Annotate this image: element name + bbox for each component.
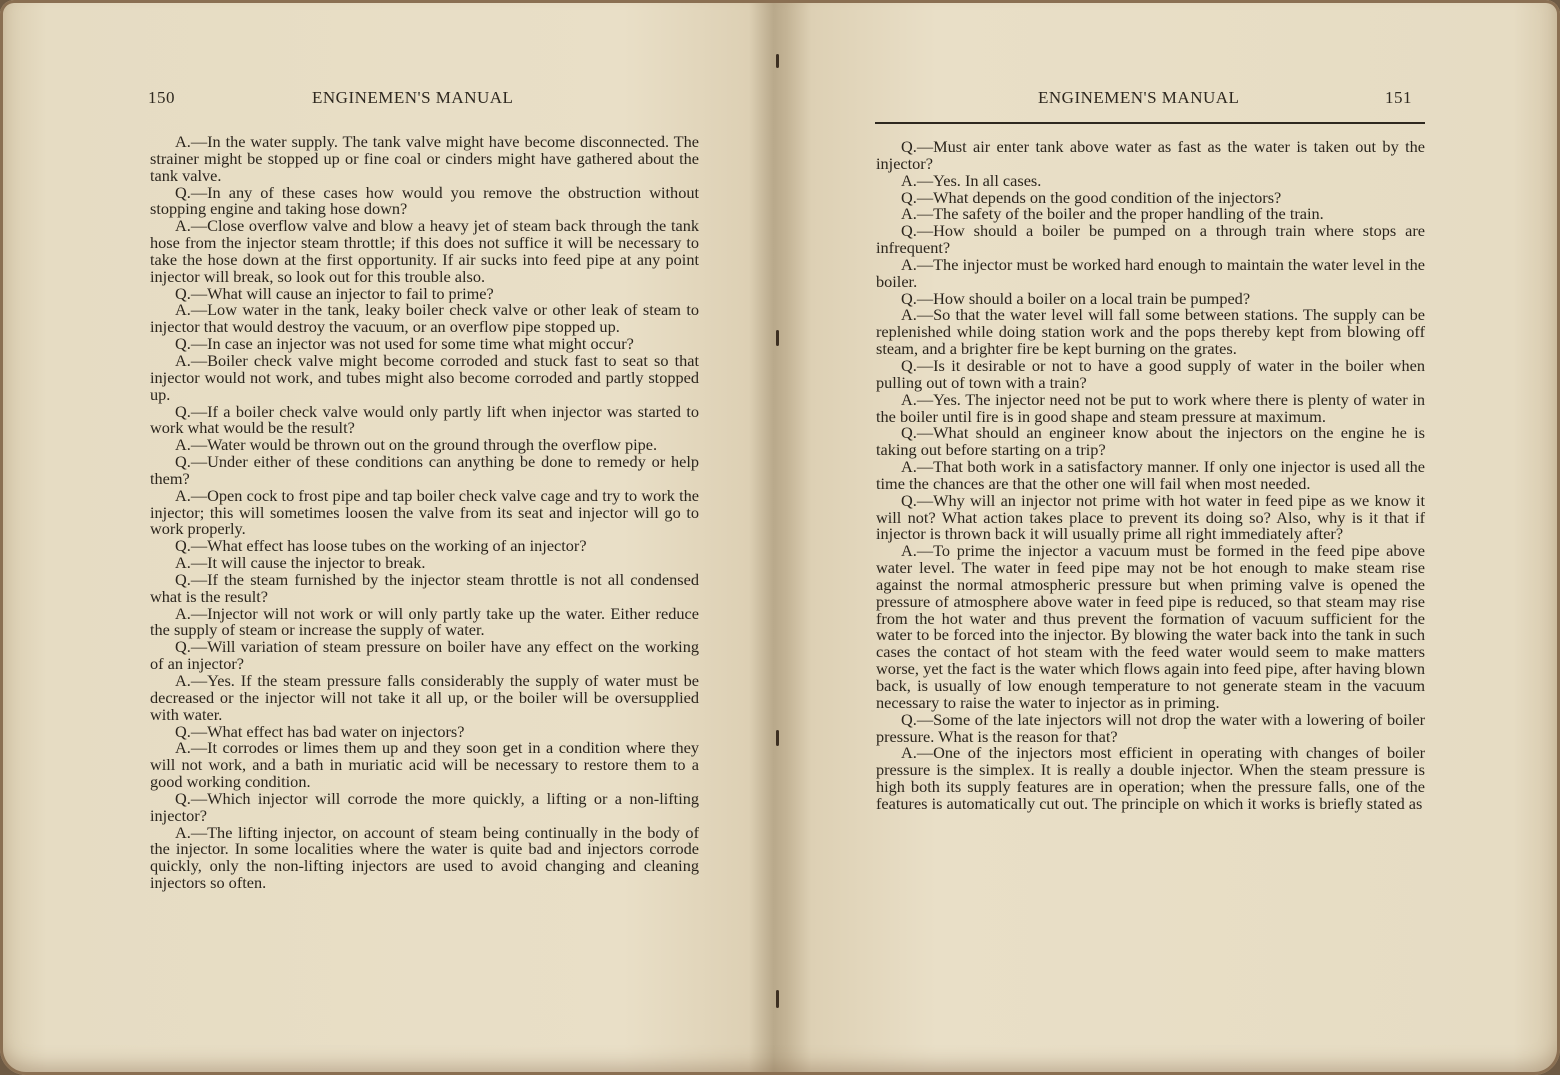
question-paragraph: Q.—If a boiler check valve would only partly lift when injector was started to work what would be the result? [150,401,699,438]
answer-paragraph: A.—That both work in a satisfactory manner. If only one injector is used all the time the chances are that the other one will fail when most needed. [876,457,1425,493]
answer-paragraph: A.—Boiler check valve might become corroded and stuck fast to seat so that injector would not work, and tubes might also become corroded and partly stopped up. [150,350,699,404]
question-paragraph: Q.—How should a boiler be pumped on a through train where stops are infrequent? [876,221,1425,258]
question-paragraph: Q.—If the steam furnished by the injector steam throttle is not all condensed what is the result? [150,569,699,606]
question-paragraph: Q.—In any of these cases how would you remove the obstruction without stopping engine and taking hose down? [150,182,699,219]
answer-paragraph: A.—The safety of the boiler and the proper handling of the train. [901,204,1324,224]
question-paragraph: Q.—What effect has bad water on injectors? [175,721,465,741]
question-paragraph: Q.—In case an injector was not used for some time what might occur? [175,334,634,354]
answer-paragraph: A.—In the water supply. The tank valve might have become disconnected. The strainer might be stopped up or fine coal or cinders might have gathered about the tank valve. [150,132,699,185]
answer-paragraph: A.—It will cause the injector to break. [175,553,426,573]
question-paragraph: Q.—What effect has loose tubes on the working of an injector? [175,536,587,556]
question-paragraph: Q.—Under either of these conditions can anything be done to remedy or help them? [150,452,699,488]
question-paragraph: Q.—Why will an injector not prime with hot water in feed pipe as we know it will not? What action takes place to prevent its doing so? Also, why is it that if injector is thrown back it will usually prime all right immediately after? [876,490,1425,544]
answer-paragraph: A.—Low water in the tank, leaky boiler check valve or other leak of steam to injector that would destroy the vacuum, or an overflow pipe stopped up. [150,300,699,337]
answer-paragraph: A.—Close overflow valve and blow a heavy jet of steam back through the tank hose from the injector steam throttle; if this does not suffice it will be necessary to take the hose down at the first opportunity. If air sucks into feed pipe at any point injector will break, so look out for this trouble also. [150,216,699,286]
answer-paragraph: A.—Yes. If the steam pressure falls considerably the supply of water must be decreased or the injector will not take it all up, or the boiler will be oversupplied with water. [150,671,699,724]
answer-paragraph: A.—It corrodes or limes them up and they soon get in a condition where they will not work, and a bath in muriatic acid will be necessary to restore them to a good working condition. [150,738,699,792]
answer-paragraph: A.—The injector must be worked hard enough to maintain the water level in the boiler. [876,254,1425,291]
question-paragraph: Q.—Is it desirable or not to have a good supply of water in the boiler when pulling out of town with a train? [876,355,1425,392]
question-paragraph: Q.—How should a boiler on a local train be pumped? [901,288,1251,308]
page-number: 151 [1385,88,1412,107]
answer-paragraph: A.—Yes. In all cases. [901,170,1042,190]
page-body [876,139,1425,813]
answer-paragraph: A.—Water would be thrown out on the ground through the overflow pipe. [175,435,658,455]
header-rule [875,122,1425,124]
running-head: ENGINEMEN'S MANUAL [1038,88,1240,107]
question-paragraph: Q.—Some of the late injectors will not drop the water with a lowering of boiler pressure. What is the reason for that? [876,709,1425,746]
question-paragraph: Q.—Which injector will corrode the more quickly, a lifting or a non-lifting injector? [150,788,699,825]
answer-paragraph: A.—Injector will not work or will only partly take up the water. Either reduce the supply of steam or increase the supply of water. [150,603,699,640]
page-number: 150 [148,88,175,107]
question-paragraph: Q.—What depends on the good condition of the injectors? [901,187,1282,207]
answer-paragraph: A.—The lifting injector, on account of steam being continually in the body of the injector. In some localities where the water is quite bad and injectors corrode quickly, only the non-lifting injectors are used to avoid changing and cleaning injectors so often. [150,822,699,893]
question-paragraph: Q.—What will cause an injector to fail to prime? [175,283,494,303]
question-paragraph: Q.—Will variation of steam pressure on boiler have any effect on the working of an injector? [150,637,699,674]
answer-paragraph: A.—Yes. The injector need not be put to work where there is plenty of water in the boiler until fire is in good shape and steam pressure at maximum. [876,389,1425,426]
answer-paragraph: A.—To prime the injector a vacuum must be formed in the feed pipe above water level. The water in feed pipe may not be hot enough to make steam rise against the normal atmospheric pressure but when priming valve is opened the pressure of atmosphere above water in feed pipe is reduced, so that steam may rise from the hot water and thus prevent the formation of vacuum sufficient for the water to be forced into the injector. By blowing the water back into the tank in such cases the contact of hot steam with the feed water would seem to make matters worse, yet the fact is the water which flows again into feed pipe, after having blown back, is usually of low enough temperature to not generate steam in the vacuum necessary to raise the water to injector as in priming. [876,541,1425,712]
running-head: ENGINEMEN'S MANUAL [312,88,514,107]
question-paragraph: Q.—What should an engineer know about the injectors on the engine he is taking out before starting on a trip? [876,423,1425,460]
answer-paragraph: A.—Open cock to frost pipe and tap boiler check valve cage and try to work the injector; this will sometimes loosen the valve from its seat and injector will go to work properly. [150,485,699,539]
answer-paragraph: A.—One of the injectors most efficient in operating with changes of boiler pressure is the simplex. It is really a double injector. When the steam pressure is high both its supply features are in operation; when the pressure falls, one of the features is automatically cut out. The principle on which it works is briefly stated as [876,743,1425,813]
answer-paragraph: A.—So that the water level will fall some between stations. The supply can be replenished while doing station work and the pops thereby kept from blowing off steam, and a brighter fire be kept burning on the grates. [876,305,1425,359]
question-paragraph: Q.—Must air enter tank above water as fast as the water is taken out by the injector? [876,137,1425,173]
